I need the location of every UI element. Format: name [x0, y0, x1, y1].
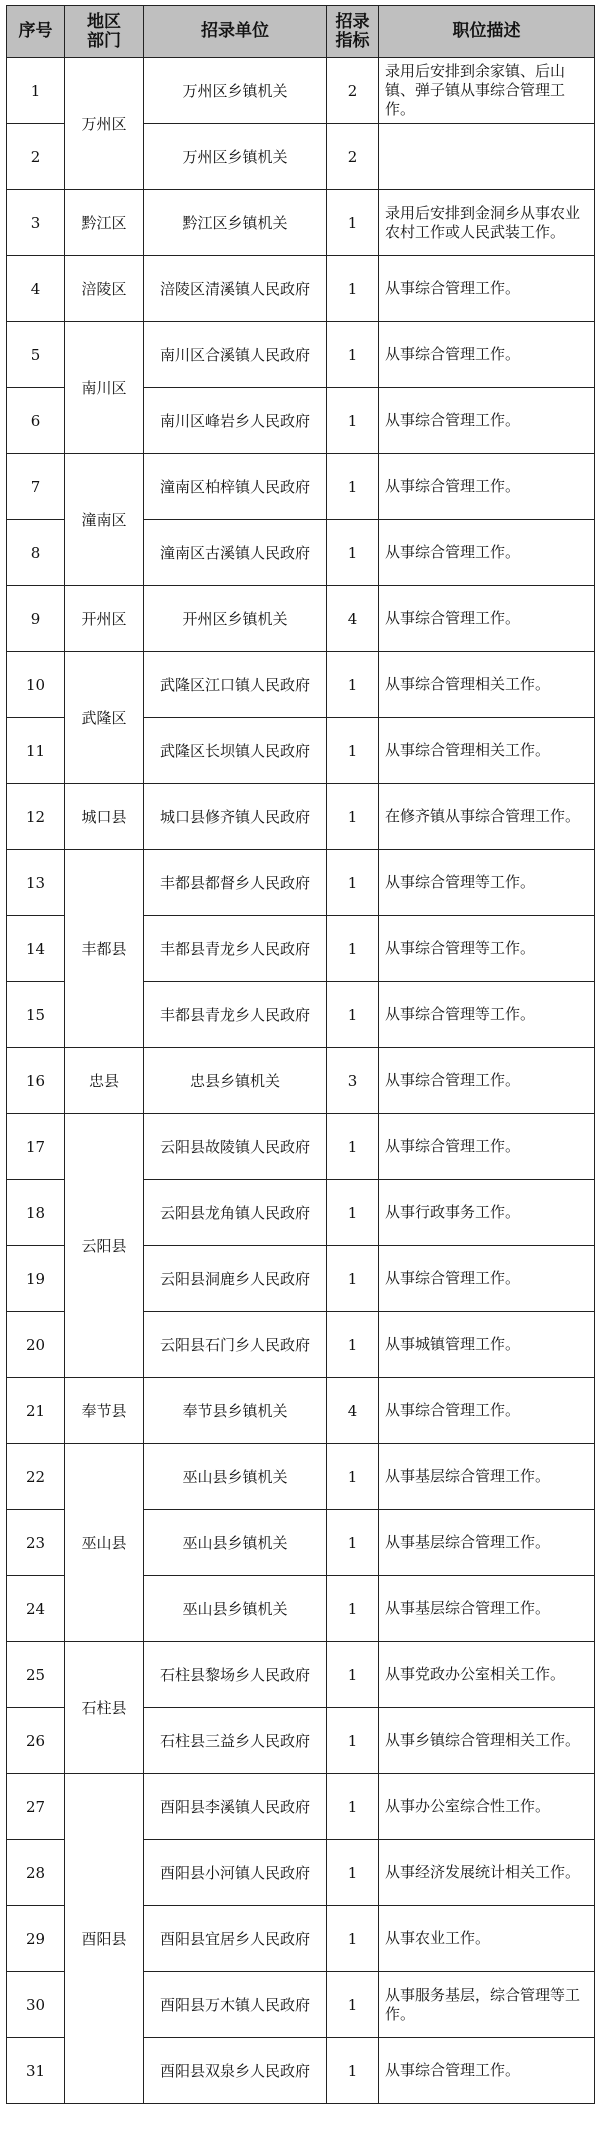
header-quota — [327, 6, 379, 58]
description-cell: 从事综合管理等工作。 — [379, 982, 595, 1048]
serial-number-cell: 10 — [7, 652, 65, 718]
serial-number-cell: 2 — [7, 124, 65, 190]
unit-cell: 巫山县乡镇机关 — [144, 1510, 327, 1576]
quota-cell: 1 — [327, 1840, 379, 1906]
serial-number-cell: 28 — [7, 1840, 65, 1906]
serial-number-cell: 5 — [7, 322, 65, 388]
serial-number-cell: 30 — [7, 1972, 65, 2038]
table-row — [7, 652, 595, 718]
region-cell: 丰都县 — [65, 850, 144, 1048]
quota-cell: 1 — [327, 520, 379, 586]
unit-cell: 云阳县石门乡人民政府 — [144, 1312, 327, 1378]
serial-number-cell: 31 — [7, 2038, 65, 2104]
quota-cell: 1 — [327, 1906, 379, 1972]
unit-cell: 酉阳县小河镇人民政府 — [144, 1840, 327, 1906]
serial-number-cell: 23 — [7, 1510, 65, 1576]
description-cell: 从事综合管理工作。 — [379, 1048, 595, 1114]
serial-number-cell: 8 — [7, 520, 65, 586]
serial-number-cell: 6 — [7, 388, 65, 454]
serial-number-cell: 18 — [7, 1180, 65, 1246]
unit-cell: 云阳县龙角镇人民政府 — [144, 1180, 327, 1246]
description-cell: 录用后安排到余家镇、后山镇、弹子镇从事综合管理工作。 — [379, 58, 595, 124]
serial-number-cell: 1 — [7, 58, 65, 124]
description-cell: 从事综合管理工作。 — [379, 388, 595, 454]
unit-cell: 酉阳县宜居乡人民政府 — [144, 1906, 327, 1972]
quota-cell: 1 — [327, 652, 379, 718]
table-row — [7, 454, 595, 520]
header-region — [65, 6, 144, 58]
serial-number-cell: 11 — [7, 718, 65, 784]
description-cell: 从事城镇管理工作。 — [379, 1312, 595, 1378]
unit-cell: 丰都县青龙乡人民政府 — [144, 916, 327, 982]
quota-cell: 1 — [327, 1708, 379, 1774]
region-cell: 忠县 — [65, 1048, 144, 1114]
unit-cell: 云阳县故陵镇人民政府 — [144, 1114, 327, 1180]
serial-number-cell: 19 — [7, 1246, 65, 1312]
description-cell: 从事经济发展统计相关工作。 — [379, 1840, 595, 1906]
table-row — [7, 1774, 595, 1840]
quota-cell: 1 — [327, 256, 379, 322]
unit-cell: 武隆区长坝镇人民政府 — [144, 718, 327, 784]
serial-number-cell: 29 — [7, 1906, 65, 1972]
unit-cell: 黔江区乡镇机关 — [144, 190, 327, 256]
description-cell: 从事综合管理工作。 — [379, 2038, 595, 2104]
table-body — [7, 58, 595, 2104]
unit-cell: 南川区峰岩乡人民政府 — [144, 388, 327, 454]
table-row — [7, 850, 595, 916]
recruitment-table — [6, 5, 595, 2104]
quota-cell: 1 — [327, 454, 379, 520]
unit-cell: 云阳县洞鹿乡人民政府 — [144, 1246, 327, 1312]
table-row — [7, 256, 595, 322]
quota-cell: 1 — [327, 718, 379, 784]
region-cell: 涪陵区 — [65, 256, 144, 322]
table-row — [7, 784, 595, 850]
serial-number-cell: 27 — [7, 1774, 65, 1840]
quota-cell: 3 — [327, 1048, 379, 1114]
description-cell: 从事综合管理工作。 — [379, 520, 595, 586]
description-cell: 录用后安排到金洞乡从事农业农村工作或人民武装工作。 — [379, 190, 595, 256]
description-cell: 从事农业工作。 — [379, 1906, 595, 1972]
unit-cell: 南川区合溪镇人民政府 — [144, 322, 327, 388]
quota-cell: 1 — [327, 850, 379, 916]
serial-number-cell: 9 — [7, 586, 65, 652]
serial-number-cell: 26 — [7, 1708, 65, 1774]
unit-cell: 潼南区柏梓镇人民政府 — [144, 454, 327, 520]
header-serial-number: 序号 — [7, 6, 65, 58]
description-cell: 从事综合管理等工作。 — [379, 916, 595, 982]
description-cell: 从事服务基层，综合管理等工作。 — [379, 1972, 595, 2038]
region-cell: 黔江区 — [65, 190, 144, 256]
description-cell: 从事综合管理工作。 — [379, 586, 595, 652]
header-region-text: 地区部门 — [86, 11, 121, 51]
quota-cell: 2 — [327, 124, 379, 190]
description-cell: 从事乡镇综合管理相关工作。 — [379, 1708, 595, 1774]
serial-number-cell: 16 — [7, 1048, 65, 1114]
description-cell: 从事综合管理相关工作。 — [379, 652, 595, 718]
unit-cell: 巫山县乡镇机关 — [144, 1576, 327, 1642]
quota-cell: 1 — [327, 1576, 379, 1642]
quota-cell: 2 — [327, 58, 379, 124]
region-cell: 酉阳县 — [65, 1774, 144, 2104]
description-cell: 从事党政办公室相关工作。 — [379, 1642, 595, 1708]
quota-cell: 1 — [327, 916, 379, 982]
quota-cell: 1 — [327, 1246, 379, 1312]
header-description: 职位描述 — [379, 6, 595, 58]
unit-cell: 酉阳县李溪镇人民政府 — [144, 1774, 327, 1840]
unit-cell: 酉阳县双泉乡人民政府 — [144, 2038, 327, 2104]
unit-cell: 丰都县青龙乡人民政府 — [144, 982, 327, 1048]
description-cell: 从事综合管理工作。 — [379, 1378, 595, 1444]
quota-cell: 1 — [327, 1642, 379, 1708]
region-cell: 万州区 — [65, 58, 144, 190]
description-cell: 从事综合管理工作。 — [379, 322, 595, 388]
serial-number-cell: 21 — [7, 1378, 65, 1444]
description-cell: 从事基层综合管理工作。 — [379, 1444, 595, 1510]
region-cell: 城口县 — [65, 784, 144, 850]
region-cell: 武隆区 — [65, 652, 144, 784]
quota-cell: 1 — [327, 388, 379, 454]
region-cell: 云阳县 — [65, 1114, 144, 1378]
table-header-row — [7, 6, 595, 58]
unit-cell: 丰都县都督乡人民政府 — [144, 850, 327, 916]
serial-number-cell: 7 — [7, 454, 65, 520]
unit-cell: 巫山县乡镇机关 — [144, 1444, 327, 1510]
serial-number-cell: 3 — [7, 190, 65, 256]
unit-cell: 忠县乡镇机关 — [144, 1048, 327, 1114]
description-cell: 从事基层综合管理工作。 — [379, 1576, 595, 1642]
description-cell: 从事综合管理工作。 — [379, 454, 595, 520]
description-cell: 从事综合管理相关工作。 — [379, 718, 595, 784]
description-cell — [379, 124, 595, 190]
unit-cell: 石柱县黎场乡人民政府 — [144, 1642, 327, 1708]
quota-cell: 1 — [327, 322, 379, 388]
region-cell: 开州区 — [65, 586, 144, 652]
description-cell: 从事行政事务工作。 — [379, 1180, 595, 1246]
serial-number-cell: 13 — [7, 850, 65, 916]
quota-cell: 1 — [327, 1510, 379, 1576]
description-cell: 从事办公室综合性工作。 — [379, 1774, 595, 1840]
description-cell: 从事综合管理工作。 — [379, 256, 595, 322]
quota-cell: 1 — [327, 1180, 379, 1246]
unit-cell: 开州区乡镇机关 — [144, 586, 327, 652]
quota-cell: 1 — [327, 784, 379, 850]
description-cell: 从事综合管理工作。 — [379, 1114, 595, 1180]
unit-cell: 武隆区江口镇人民政府 — [144, 652, 327, 718]
quota-cell: 4 — [327, 1378, 379, 1444]
table-row — [7, 586, 595, 652]
unit-cell: 城口县修齐镇人民政府 — [144, 784, 327, 850]
unit-cell: 潼南区古溪镇人民政府 — [144, 520, 327, 586]
quota-cell: 1 — [327, 1444, 379, 1510]
quota-cell: 1 — [327, 982, 379, 1048]
serial-number-cell: 20 — [7, 1312, 65, 1378]
table-row — [7, 190, 595, 256]
unit-cell: 奉节县乡镇机关 — [144, 1378, 327, 1444]
serial-number-cell: 4 — [7, 256, 65, 322]
description-cell: 从事基层综合管理工作。 — [379, 1510, 595, 1576]
quota-cell: 1 — [327, 1972, 379, 2038]
region-cell: 南川区 — [65, 322, 144, 454]
quota-cell: 1 — [327, 2038, 379, 2104]
region-cell: 潼南区 — [65, 454, 144, 586]
header-unit: 招录单位 — [144, 6, 327, 58]
quota-cell: 1 — [327, 1312, 379, 1378]
unit-cell: 酉阳县万木镇人民政府 — [144, 1972, 327, 2038]
table-row — [7, 1444, 595, 1510]
unit-cell: 万州区乡镇机关 — [144, 124, 327, 190]
serial-number-cell: 25 — [7, 1642, 65, 1708]
table-row — [7, 322, 595, 388]
table-row — [7, 1114, 595, 1180]
region-cell: 巫山县 — [65, 1444, 144, 1642]
quota-cell: 1 — [327, 1774, 379, 1840]
description-cell: 从事综合管理工作。 — [379, 1246, 595, 1312]
unit-cell: 石柱县三益乡人民政府 — [144, 1708, 327, 1774]
serial-number-cell: 15 — [7, 982, 65, 1048]
quota-cell: 1 — [327, 190, 379, 256]
serial-number-cell: 17 — [7, 1114, 65, 1180]
serial-number-cell: 12 — [7, 784, 65, 850]
serial-number-cell: 24 — [7, 1576, 65, 1642]
unit-cell: 涪陵区清溪镇人民政府 — [144, 256, 327, 322]
table-row — [7, 1642, 595, 1708]
region-cell: 石柱县 — [65, 1642, 144, 1774]
table-row — [7, 1378, 595, 1444]
quota-cell: 4 — [327, 586, 379, 652]
table-row — [7, 1048, 595, 1114]
region-cell: 奉节县 — [65, 1378, 144, 1444]
quota-cell: 1 — [327, 1114, 379, 1180]
header-quota-text: 招录指标 — [335, 11, 370, 51]
description-cell: 从事综合管理等工作。 — [379, 850, 595, 916]
unit-cell: 万州区乡镇机关 — [144, 58, 327, 124]
serial-number-cell: 22 — [7, 1444, 65, 1510]
table-row — [7, 58, 595, 124]
description-cell: 在修齐镇从事综合管理工作。 — [379, 784, 595, 850]
serial-number-cell: 14 — [7, 916, 65, 982]
